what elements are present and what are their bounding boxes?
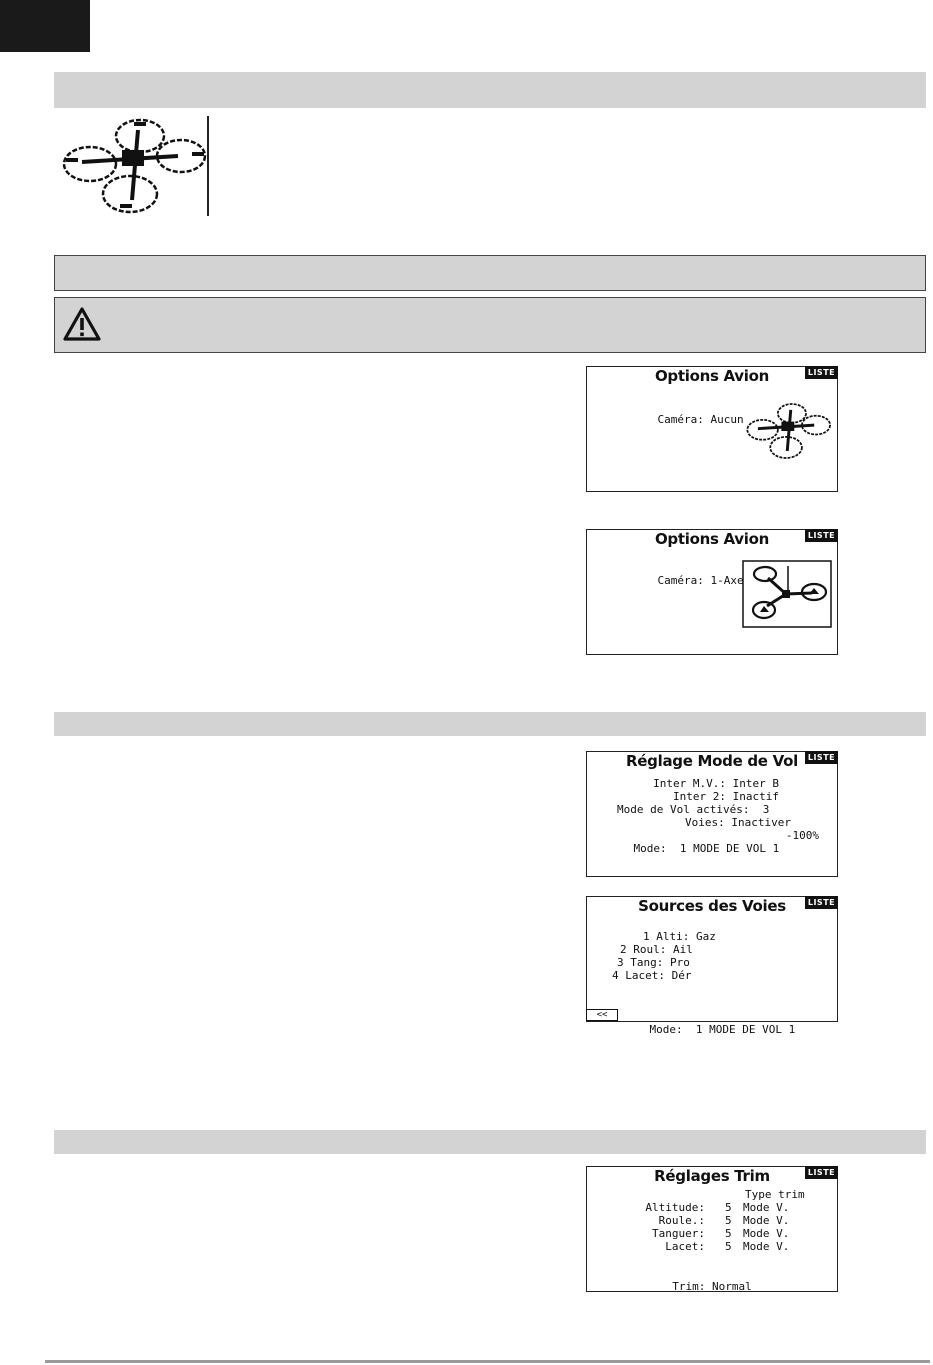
mode-value[interactable]: 1 MODE DE VOL 1 [679,842,780,855]
trim-row-value[interactable]: 5 [725,1227,732,1240]
setting-line-modes-actives[interactable]: Mode de Vol activés: 3 [617,803,770,816]
screen-title: Sources des Voies [638,897,786,915]
screen-title: Réglages Trim [654,1167,770,1185]
mode-percent: -100% [785,829,819,842]
page-tab-marker [0,0,90,52]
channel-line-1[interactable]: 1 Alti: Gaz [643,930,716,943]
screen-sources-voies [586,896,838,1036]
liste-button[interactable]: LISTE [805,896,838,909]
trim-row-type[interactable]: Mode V. [743,1214,790,1227]
trim-row-name: Altitude: [645,1201,705,1214]
trim-row-value[interactable]: 5 [725,1214,732,1227]
trim-row-value[interactable]: 5 [725,1240,732,1253]
camera-value[interactable]: 1-Axe [710,574,744,587]
screen-options-avion-1axe [586,529,838,655]
trim-row-type[interactable]: Mode V. [743,1227,790,1240]
channel-line-3[interactable]: 3 Tang: Pro [617,956,690,969]
screen-title: Options Avion [654,530,769,548]
screen-title: Options Avion [654,367,769,385]
trim-row-type[interactable]: Mode V. [743,1201,790,1214]
trim-row-name: Roule.: [658,1214,705,1227]
mode-label: Mode: [649,1023,683,1036]
setting-line-voies[interactable]: Voies: Inactiver [685,816,791,829]
screen-reglage-mode-vol [586,751,838,877]
type-trim-header: Type trim [745,1188,805,1201]
trim-row-name: Tanguer: [652,1227,705,1240]
mode-label: Mode: [633,842,667,855]
mode-value[interactable]: 1 MODE DE VOL 1 [695,1023,796,1036]
trim-row-name: Lacet: [665,1240,705,1253]
warning-triangle-icon [62,306,102,342]
trim-mode-footer[interactable]: Trim: Normal [672,1280,752,1293]
camera-value[interactable]: Aucun [710,413,744,426]
section-header-bar-2 [54,255,926,291]
liste-button[interactable]: LISTE [805,529,838,542]
camera-label: Caméra: [657,574,704,587]
warning-box [54,297,926,353]
camera-label: Caméra: [657,413,704,426]
screen-reglages-trim [586,1166,838,1292]
channel-line-2[interactable]: 2 Roul: Ail [620,943,693,956]
screen-options-avion-aucun [586,366,838,492]
quadcopter-icon [60,116,210,216]
section-header-bar-4 [54,1130,926,1154]
section-header-bar-3 [54,712,926,736]
footer-rule [45,1360,930,1363]
setting-line-inter-mv[interactable]: Inter M.V.: Inter B [653,777,779,790]
back-button[interactable]: << [586,1009,618,1021]
setting-line-inter-2[interactable]: Inter 2: Inactif [673,790,779,803]
quadcopter-preview-icon [745,401,833,461]
divider-line [207,116,209,216]
trim-row-type[interactable]: Mode V. [743,1240,790,1253]
liste-button[interactable]: LISTE [805,366,838,379]
screen-title: Réglage Mode de Vol [626,752,798,770]
section-header-bar-1 [54,72,926,108]
channel-line-4[interactable]: 4 Lacet: Dér [612,969,692,982]
tricopter-preview-icon [742,560,832,628]
liste-button[interactable]: LISTE [805,751,838,764]
trim-row-value[interactable]: 5 [725,1201,732,1214]
liste-button[interactable]: LISTE [805,1166,838,1179]
